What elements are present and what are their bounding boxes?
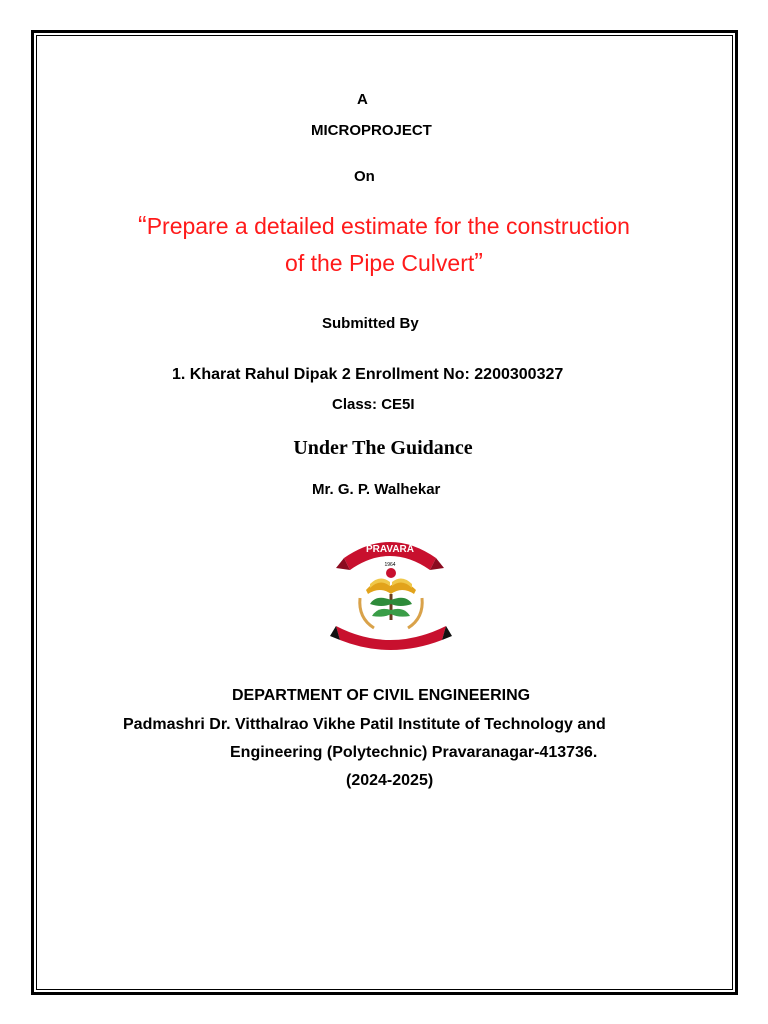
svg-text:1964: 1964 [384,562,396,568]
guide-name: Mr. G. P. Walhekar [312,481,441,498]
institute-line-2: Engineering (Polytechnic) Pravaranagar-413736. [230,744,598,761]
svg-text:PRAVARA: PRAVARA [366,544,414,555]
class-line: Class: CE5I [332,396,415,413]
guidance-heading: Under The Guidance [293,437,473,459]
academic-year: (2024-2025) [346,772,434,789]
institute-line-1: Padmashri Dr. Vitthalrao Vikhe Patil Institute of Technology and [123,716,606,733]
title-open-quote: “ [138,210,147,240]
student-line: 1. Kharat Rahul Dipak 2 Enrollment No: 2200300327 [172,366,564,383]
title-close-quote: ” [474,247,483,277]
project-title [80,207,688,281]
title-line-1: Prepare a detailed estimate for the construction [146,213,630,239]
submitted-by: Submitted By [322,315,419,332]
cover-a: A [357,91,368,108]
pravara-emblem-icon [330,528,452,656]
cover-microproject: MICROPROJECT [311,122,432,139]
cover-on: On [354,168,375,185]
department-name: DEPARTMENT OF CIVIL ENGINEERING [232,687,531,704]
page-inner-border [36,35,733,990]
title-line-2: of the Pipe Culvert [285,250,475,276]
